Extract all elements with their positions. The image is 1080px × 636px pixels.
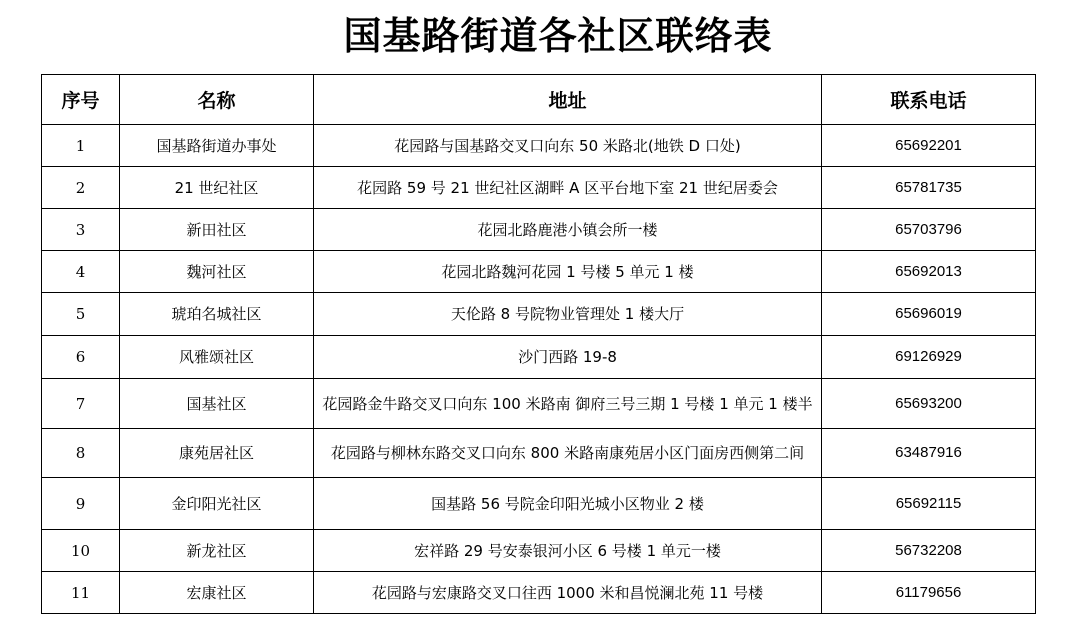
row-num: 8 [42,429,120,478]
row-phone: 61179656 [822,572,1036,614]
row-name: 风雅颂社区 [120,336,314,379]
contact-table [41,74,1036,614]
row-phone: 65692013 [822,251,1036,293]
row-phone: 65692115 [822,478,1036,530]
row-name: 魏河社区 [120,251,314,293]
row-name: 琥珀名城社区 [120,293,314,336]
row-address: 花园路与宏康路交叉口往西 1000 米和昌悦澜北苑 11 号楼 [314,572,822,614]
header-name: 名称 [120,75,314,125]
row-name: 新龙社区 [120,530,314,572]
row-name: 金印阳光社区 [120,478,314,530]
row-phone: 63487916 [822,429,1036,478]
row-phone: 65781735 [822,167,1036,209]
row-phone: 65693200 [822,379,1036,429]
header-address: 地址 [314,75,822,125]
row-phone: 69126929 [822,336,1036,379]
table-row [42,209,1036,251]
row-num: 4 [42,251,120,293]
row-num: 6 [42,336,120,379]
row-phone: 65696019 [822,293,1036,336]
table-row [42,293,1036,336]
row-name: 新田社区 [120,209,314,251]
row-num: 2 [42,167,120,209]
row-address: 花园北路鹿港小镇会所一楼 [314,209,822,251]
page-title: 国基路街道各社区联络表 [343,14,773,58]
row-address: 花园路金牛路交叉口向东 100 米路南 御府三号三期 1 号楼 1 单元 1 楼半 [314,379,822,429]
row-address: 花园路与国基路交叉口向东 50 米路北(地铁 D 口处) [314,125,822,167]
header-row [42,75,1036,125]
row-num: 11 [42,572,120,614]
header-phone: 联系电话 [822,75,1036,125]
header-num: 序号 [42,75,120,125]
table-row [42,125,1036,167]
row-name: 宏康社区 [120,572,314,614]
table-row [42,572,1036,614]
row-num: 5 [42,293,120,336]
row-address: 花园路与柳林东路交叉口向东 800 米路南康苑居小区门面房西侧第二间 [314,429,822,478]
table-row [42,478,1036,530]
table-row [42,167,1036,209]
row-address: 国基路 56 号院金印阳光城小区物业 2 楼 [314,478,822,530]
row-num: 10 [42,530,120,572]
row-address: 宏祥路 29 号安泰银河小区 6 号楼 1 单元一楼 [314,530,822,572]
table-row [42,251,1036,293]
table-row [42,336,1036,379]
row-num: 9 [42,478,120,530]
row-address: 沙门西路 19-8 [314,336,822,379]
row-num: 7 [42,379,120,429]
table-row [42,530,1036,572]
row-name: 国基路街道办事处 [120,125,314,167]
row-num: 1 [42,125,120,167]
table-row [42,379,1036,429]
table-row [42,429,1036,478]
row-address: 花园北路魏河花园 1 号楼 5 单元 1 楼 [314,251,822,293]
row-address: 花园路 59 号 21 世纪社区湖畔 A 区平台地下室 21 世纪居委会 [314,167,822,209]
row-phone: 65703796 [822,209,1036,251]
row-phone: 65692201 [822,125,1036,167]
row-name: 国基社区 [120,379,314,429]
row-name: 康苑居社区 [120,429,314,478]
row-num: 3 [42,209,120,251]
row-phone: 56732208 [822,530,1036,572]
row-name: 21 世纪社区 [120,167,314,209]
row-address: 天伦路 8 号院物业管理处 1 楼大厅 [314,293,822,336]
